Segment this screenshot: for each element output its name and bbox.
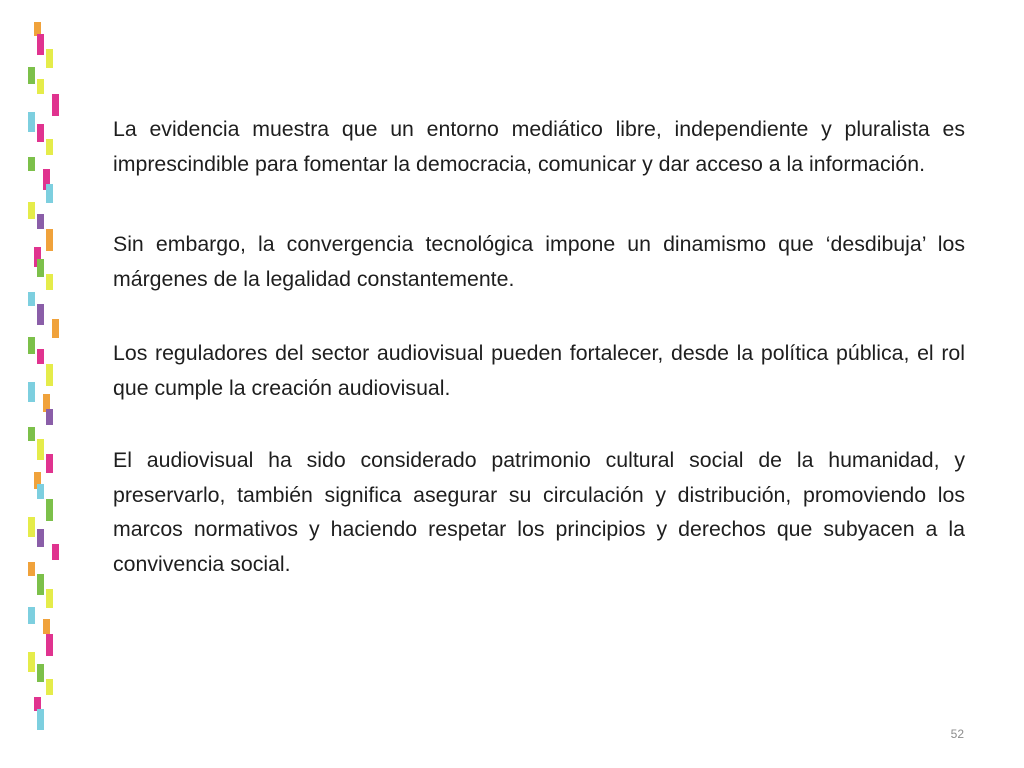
paragraph-audiovisual-regulators: Los reguladores del sector audiovisual pueden fortalecer, desde la política pública, el rol que cumple la creación audiovisual. [113,341,965,400]
decorative-square [28,562,35,576]
page-number: 52 [950,727,964,741]
decorative-square [28,337,35,354]
decorative-square [28,382,35,402]
decorative-square [46,589,53,608]
decorative-square [37,664,44,682]
decorative-square [46,139,53,155]
decorative-square [52,319,59,338]
decorative-square [37,439,44,460]
paragraph-audiovisual-heritage: El audiovisual ha sido considerado patrimonio cultural social de la humanidad, y preservarlo, también significa asegurar su circulación y distribución, promoviendo los marcos normativos y haciendo respetar los principios y derechos que subyacen a la convivencia social. [113,448,965,576]
decorative-square [37,304,44,325]
decorative-square [43,619,50,634]
decorative-square [37,79,44,94]
decorative-color-squares [28,22,74,742]
decorative-square [28,202,35,219]
decorative-square [37,259,44,277]
slide-body [113,112,965,627]
decorative-square [37,709,44,730]
decorative-square [28,112,35,132]
decorative-square [46,229,53,251]
decorative-square [46,364,53,386]
decorative-square [52,544,59,560]
decorative-square [28,427,35,441]
decorative-square [46,454,53,473]
decorative-square [37,484,44,499]
decorative-square [28,67,35,84]
decorative-square [46,634,53,656]
decorative-square [37,349,44,364]
decorative-square [46,499,53,521]
decorative-square [37,124,44,142]
decorative-square [37,34,44,55]
decorative-square [46,679,53,695]
decorative-square [46,184,53,203]
decorative-square [28,157,35,171]
decorative-square [28,517,35,537]
decorative-square [28,652,35,672]
decorative-square [28,292,35,306]
decorative-square [37,574,44,595]
decorative-square [46,274,53,290]
decorative-square [46,409,53,425]
paragraph-media-environment: La evidencia muestra que un entorno mediático libre, independiente y pluralista es imprescindible para fomentar la democracia, comunicar y dar acceso a la información. [113,117,965,176]
decorative-square [28,607,35,624]
decorative-square [37,529,44,547]
decorative-square [52,94,59,116]
decorative-square [46,49,53,68]
decorative-square [37,214,44,229]
paragraph-technological-convergence: Sin embargo, la convergencia tecnológica impone un dinamismo que ‘desdibuja’ los márgenes de la legalidad constantemente. [113,232,965,291]
